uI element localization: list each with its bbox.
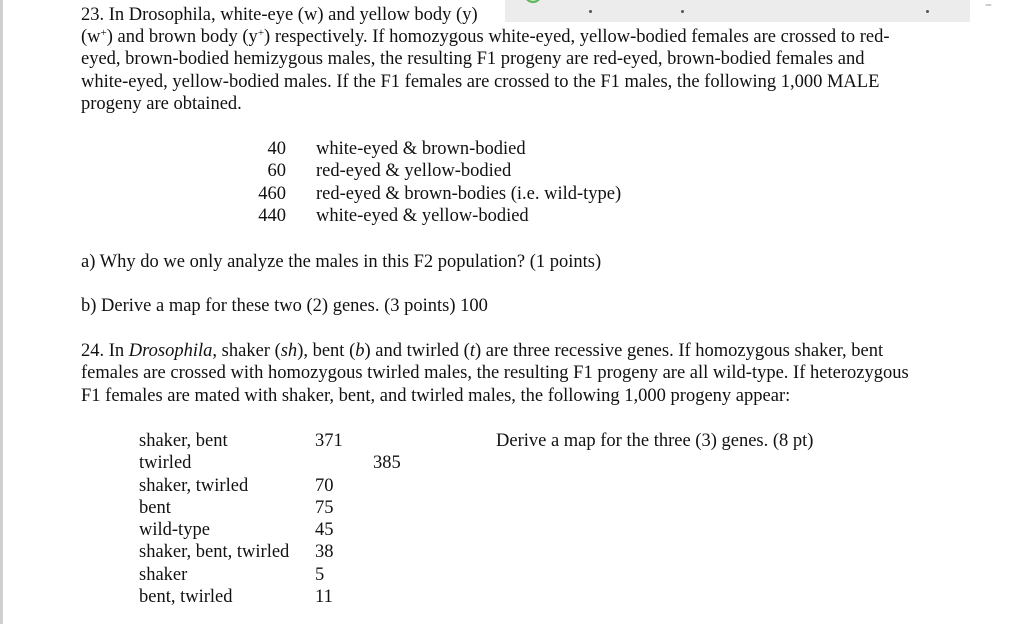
table-row <box>139 541 439 563</box>
table-row <box>139 497 439 519</box>
table-row <box>139 519 439 541</box>
progeny-phenotype: shaker <box>139 564 188 585</box>
table-row <box>139 586 439 608</box>
q23-line-5: progeny are obtained. <box>81 94 242 114</box>
progeny-count: 11 <box>315 587 333 608</box>
table-row <box>236 205 656 227</box>
table-row <box>236 160 656 182</box>
progeny-phenotype: shaker, twirled <box>139 475 249 496</box>
progeny-count: 371 <box>315 431 343 451</box>
q23-part-b: b) Derive a map for these two (2) genes. (3 points) 100 <box>81 296 488 316</box>
progeny-phenotype: red-eyed & yellow-bodied <box>316 161 512 182</box>
progeny-phenotype: bent <box>139 497 171 518</box>
table-row <box>139 475 439 497</box>
q23-progeny-table <box>236 138 656 227</box>
q23-line-4: white-eyed, yellow-bodied males. If the F1 females are crossed to the F1 males, the following 1,000 MALE <box>81 72 880 92</box>
progeny-count: 75 <box>315 497 334 518</box>
q23-line-2: (w+) and brown body (y+) respectively. If homozygous white-eyed, yellow-bodied females are crossed to red- <box>81 27 890 47</box>
table-row <box>139 452 439 474</box>
q23-part-a: a) Why do we only analyze the males in this F2 population? (1 points) <box>81 252 602 272</box>
progeny-phenotype: red-eyed & brown-bodies (i.e. wild-type) <box>316 183 622 204</box>
q24-line-3: F1 females are mated with shaker, bent, and twirled males, the following 1,000 progeny appear: <box>81 386 791 406</box>
q24-line-2: females are crossed with homozygous twirled males, the resulting F1 progeny are all wild-type. If heterozygous <box>81 363 909 383</box>
table-row <box>139 564 439 586</box>
progeny-count: 60 <box>267 161 286 182</box>
progeny-count: 40 <box>267 139 286 159</box>
progeny-count: 70 <box>315 475 334 496</box>
progeny-count: 38 <box>315 542 334 563</box>
progeny-phenotype: shaker, bent, twirled <box>139 542 290 563</box>
progeny-phenotype: white-eyed & brown-bodied <box>316 139 526 159</box>
progeny-count: 440 <box>258 205 286 226</box>
progeny-phenotype: twirled <box>139 453 192 474</box>
minimize-icon[interactable]: – <box>985 0 992 13</box>
progeny-count: 385 <box>373 453 401 474</box>
progeny-count: 460 <box>258 183 286 204</box>
table-row <box>139 430 439 452</box>
progeny-phenotype: wild-type <box>139 520 210 541</box>
q24-line-1: 24. In Drosophila, shaker (sh), bent (b) and twirled (t) are three recessive genes. If homozygous shaker, bent <box>81 341 884 361</box>
table-row <box>236 183 656 205</box>
progeny-phenotype: shaker, bent <box>139 431 228 451</box>
q24-instruction: Derive a map for the three (3) genes. (8 pt) <box>496 431 814 451</box>
q23-line-1: 23. In Drosophila, white-eye (w) and yellow body (y) <box>81 5 478 25</box>
progeny-phenotype: bent, twirled <box>139 587 233 608</box>
floating-toolbar-overlay[interactable] <box>505 0 970 22</box>
table-row <box>236 138 656 160</box>
progeny-count: 45 <box>315 520 334 541</box>
page-left-border <box>0 0 3 624</box>
q24-progeny-table <box>139 430 439 608</box>
refresh-icon[interactable] <box>522 0 544 6</box>
progeny-phenotype: white-eyed & yellow-bodied <box>316 205 529 226</box>
q23-line-3: eyed, brown-bodied hemizygous males, the resulting F1 progeny are red-eyed, brown-bodied females and <box>81 49 865 69</box>
progeny-count: 5 <box>315 564 325 585</box>
